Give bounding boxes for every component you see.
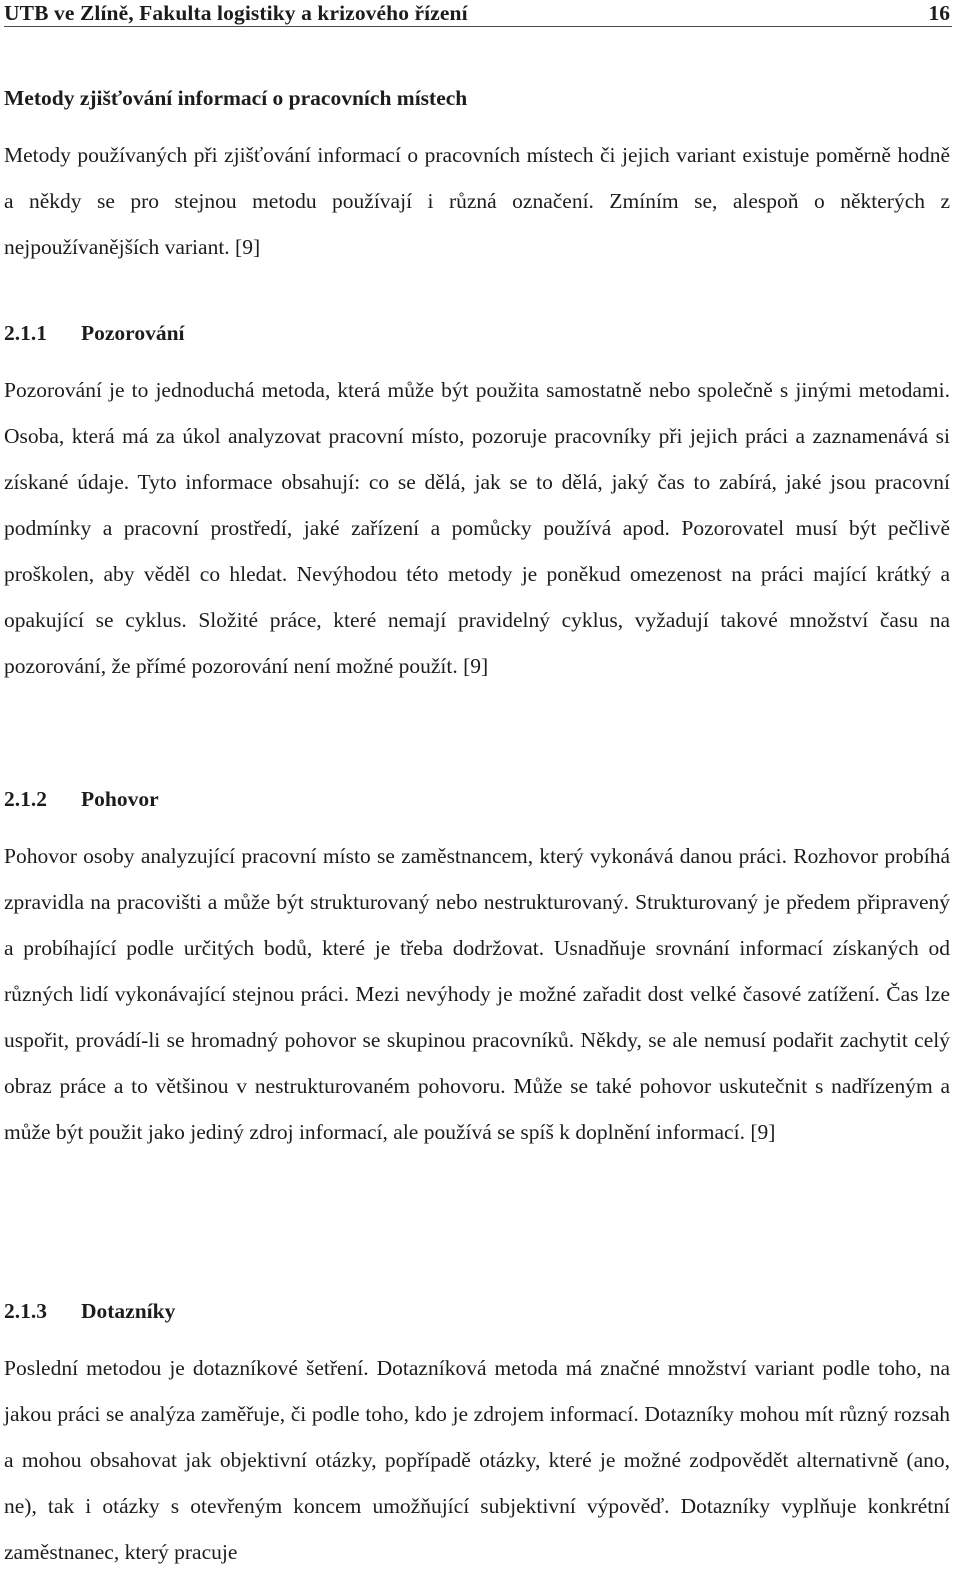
- section-heading-dotazniky: [4, 1297, 175, 1325]
- section-number: 2.1.1: [4, 321, 47, 345]
- page-header: [4, 0, 952, 27]
- section-title: Pozorování: [81, 321, 185, 345]
- section-title: Dotazníky: [81, 1299, 176, 1323]
- page-number: 16: [928, 1, 950, 25]
- pozorovani-paragraph: Pozorování je to jednoduchá metoda, která může být použita samostatně nebo společně s jinými metodami. Osoba, která má za úkol analyzovat pracovní místo, pozoruje pracovníky při jejich práci a zaznamenává si získané údaje. Tyto informace obsahují: co se dělá, jak se to dělá, jaký čas to zabírá, jaké jsou pracovní podmínky a pracovní prostředí, jaké zařízení a pomůcky používá apod. Pozorovatel musí být pečlivě proškolen, aby věděl co hledat. Nevýhodou této metody je poněkud omezenost na práci mající krátký a opakující se cyklus. Složité práce, které nemají pravidelný cyklus, vyžadují takové množství času na pozorování, že přímé pozorování není možné použít. [9]: [4, 378, 950, 678]
- intro-paragraph: Metody používaných při zjišťování informací o pracovních místech či jejich variant existuje poměrně hodně a někdy se pro stejnou metodu používají i různá označení. Zmíním se, alespoň o některých z nejpoužívanějších variant. [9]: [4, 143, 950, 259]
- dotazniky-paragraph: Poslední metodou je dotazníkové šetření. Dotazníková metoda má značné množství variant podle toho, na jakou práci se analýza zaměřuje, či podle toho, kdo je zdrojem informací. Dotazníky mohou mít různý rozsah a mohou obsahovat jak objektivní otázky, popřípadě otázky, které je možné zodpovědět alternativně (ano, ne), tak i otázky s otevřeným koncem umožňující subjektivní výpověď. Dotazníky vyplňuje konkrétní zaměstnanec, který pracuje: [4, 1356, 950, 1564]
- section-title: Pohovor: [81, 787, 159, 811]
- section-heading-pozorovani: [4, 319, 185, 347]
- header-title: UTB ve Zlíně, Fakulta logistiky a krizového řízení: [4, 1, 468, 25]
- section-number: 2.1.2: [4, 787, 47, 811]
- intro-heading: Metody zjišťování informací o pracovních místech: [4, 86, 468, 110]
- section-heading-pohovor: [4, 785, 159, 813]
- pohovor-paragraph: Pohovor osoby analyzující pracovní místo se zaměstnancem, který vykonává danou práci. Rozhovor probíhá zpravidla na pracovišti a může být strukturovaný nebo nestrukturovaný. Strukturovaný je předem připravený a probíhající podle určitých bodů, které je třeba dodržovat. Usnadňuje srovnání informací získaných od různých lidí vykonávající stejnou práci. Mezi nevýhody je možné zařadit dost velké časové zatížení. Čas lze uspořit, provádí-li se hromadný pohovor se skupinou pracovníků. Někdy, se ale nemusí podařit zachytit celý obraz práce a to většinou v nestrukturovaném pohovoru. Může se také pohovor uskutečnit s nadřízeným a může být použit jako jediný zdroj informací, ale používá se spíš k doplnění informací. [9]: [4, 844, 950, 1144]
- section-number: 2.1.3: [4, 1299, 47, 1323]
